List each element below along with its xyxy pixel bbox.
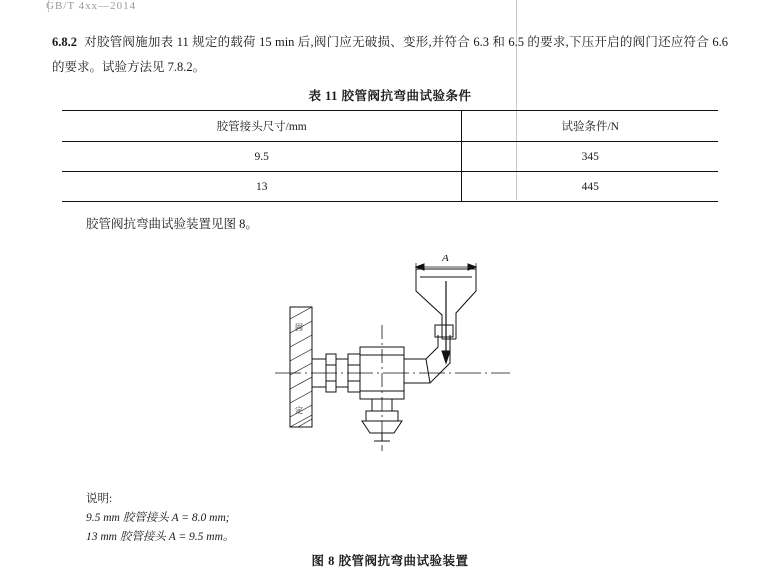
figure-reference-text: 胶管阀抗弯曲试验装置见图 8。 xyxy=(86,217,258,231)
table-cell-size: 9.5 xyxy=(62,142,462,172)
clause-text: 对胶管阀施加表 11 规定的载荷 15 min 后,阀门应无破损、变形,并符合 6.3 和 6.5 的要求,下压开启的阀门还应符合 6.6 的要求。试验方法见 7.8.2。 xyxy=(52,35,728,74)
load-fixture-right xyxy=(456,269,476,339)
valve-bending-test-apparatus-drawing xyxy=(180,255,610,480)
load-fixture-left xyxy=(416,269,442,339)
figure-8-diagram xyxy=(180,255,610,480)
legend-line: 13 mm 胶管接头 A = 9.5 mm。 xyxy=(86,531,235,543)
table-cell-size: 13 xyxy=(62,172,462,202)
figure-caption: 图 8 胶管阀抗弯曲试验装置 xyxy=(311,554,469,568)
fixture-label-upper: 固 xyxy=(295,323,303,332)
outlet-elbow xyxy=(426,359,430,383)
table-title: 表 11 胶管阀抗弯曲试验条件 xyxy=(308,89,472,103)
test-conditions-table xyxy=(62,110,718,202)
fixture-label-lower: 定 xyxy=(295,406,303,415)
table-cell-force: 445 xyxy=(462,172,718,202)
load-arrow-head xyxy=(442,351,450,363)
table-header-cell-size: 胶管接头尺寸/mm xyxy=(62,111,462,142)
table-row xyxy=(62,142,718,172)
clause-paragraph xyxy=(52,30,728,80)
clause-number: 6.8.2 xyxy=(52,35,77,49)
legend-line: 9.5 mm 胶管接头 A = 8.0 mm; xyxy=(86,512,230,524)
outlet-arm-upper xyxy=(404,335,438,359)
legend-title: 说明: xyxy=(86,493,113,505)
running-head: GB/T 4xx—2014 xyxy=(46,0,137,12)
table-row xyxy=(62,172,718,202)
dimension-a-label: A xyxy=(442,255,449,264)
figure-legend xyxy=(86,490,234,547)
table-cell-force: 345 xyxy=(462,142,718,172)
table-header-cell-force: 试验条件/N xyxy=(462,111,718,142)
table-header-row xyxy=(62,111,718,142)
